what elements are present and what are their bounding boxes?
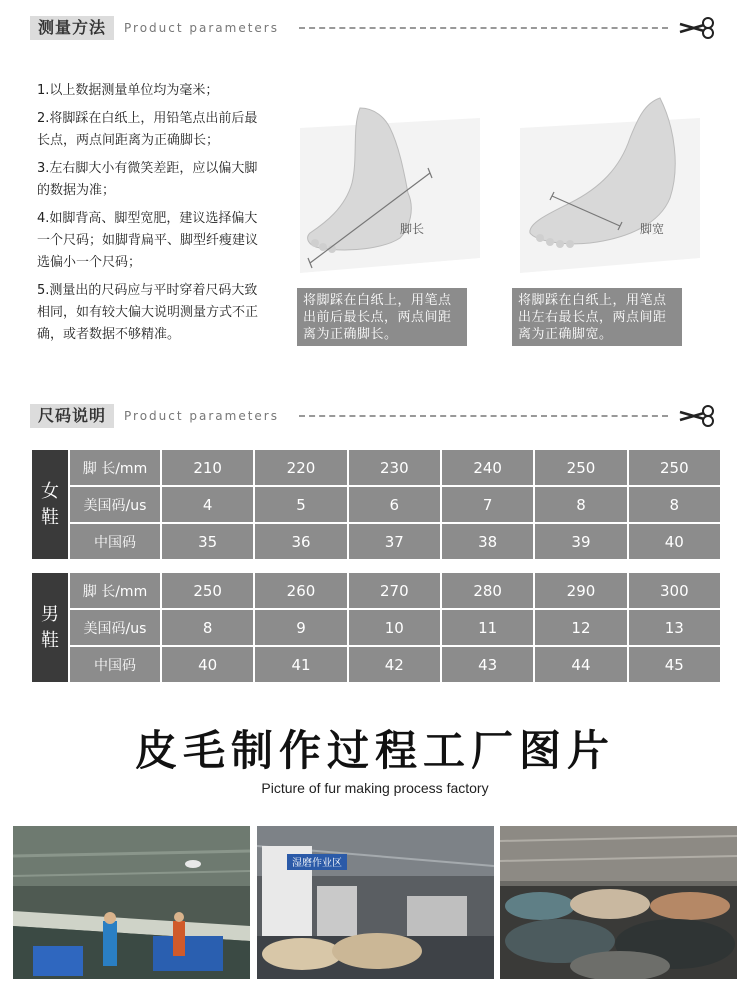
measure-section-header [30,15,720,41]
row-label: 中国码 [69,523,161,560]
row-label: 美国码/us [69,609,161,646]
women-label: 女 鞋 [31,449,69,560]
table-cell: 8 [161,609,254,646]
row-label: 脚 长/mm [69,449,161,486]
table-cell: 250 [161,572,254,609]
table-cell: 44 [534,646,627,683]
table-cell: 13 [628,609,721,646]
table-cell: 41 [254,646,347,683]
table-row [31,449,721,486]
men-size-table [30,571,722,684]
factory-photo-2 [257,826,494,979]
dashed-divider [299,27,668,29]
scissors-icon [678,16,720,40]
factory-title: 皮毛制作过程工厂图片 [134,726,615,775]
table-cell: 270 [348,572,441,609]
table-row [31,486,721,523]
instruction-item: 2.将脚踩在白纸上，用铅笔点出前后最长点，两点间距离为正确脚长； [37,111,258,148]
instruction-item: 4.如脚背高、脚型宽肥，建议选择偏大一个尺码；如脚背扁平、脚型纤瘦建议选偏小一个尺码； [37,211,259,270]
foot-side-icon [290,88,490,278]
foot-length-illustration [290,88,490,278]
table-row [31,572,721,609]
table-cell: 280 [441,572,534,609]
table-cell: 240 [441,449,534,486]
table-row [31,609,721,646]
foot-width-illustration [510,88,710,278]
table-cell: 230 [348,449,441,486]
table-cell: 12 [534,609,627,646]
measure-section-subtitle: Product parameters [124,21,279,35]
table-row [31,646,721,683]
factory-photo-1 [13,826,250,979]
table-cell: 250 [628,449,721,486]
men-label: 男 鞋 [31,572,69,683]
table-cell: 6 [348,486,441,523]
table-cell: 260 [254,572,347,609]
table-cell: 40 [161,646,254,683]
dashed-divider [299,415,668,417]
table-cell: 8 [628,486,721,523]
scissors-icon [678,404,720,428]
instruction-item: 1.以上数据测量单位均为毫米； [37,83,219,98]
table-cell: 4 [161,486,254,523]
table-cell: 10 [348,609,441,646]
table-cell: 11 [441,609,534,646]
size-section-header [30,403,720,429]
foot-length-label: 脚长 [400,222,425,236]
table-cell: 36 [254,523,347,560]
table-cell: 38 [441,523,534,560]
instruction-item: 5.测量出的尺码应与平时穿着尺码大致相同，如有较大偏大说明测量方式不正确，或者数据不够精准。 [37,283,259,342]
table-cell: 35 [161,523,254,560]
row-label: 脚 长/mm [69,572,161,609]
row-label: 美国码/us [69,486,161,523]
factory-subtitle: Picture of fur making process factory [261,780,489,796]
table-cell: 290 [534,572,627,609]
row-label: 中国码 [69,646,161,683]
women-size-table [30,448,722,561]
factory-sign: 湿磨作业区 [292,858,342,869]
table-cell: 220 [254,449,347,486]
foot-width-caption: 将脚踩在白纸上，用笔点出左右最长点，两点间距离为正确脚宽。 [512,288,682,346]
instruction-item: 3.左右脚大小有微笑差距，应以偏大脚的数据为准； [37,161,258,198]
foot-width-label: 脚宽 [640,222,665,236]
table-cell: 40 [628,523,721,560]
factory-photo-3 [500,826,737,979]
table-cell: 5 [254,486,347,523]
table-cell: 37 [348,523,441,560]
foot-length-caption: 将脚踩在白纸上，用笔点出前后最长点，两点间距离为正确脚长。 [297,288,467,346]
table-cell: 210 [161,449,254,486]
foot-front-icon [510,88,710,278]
table-cell: 300 [628,572,721,609]
table-row [31,523,721,560]
measure-section-title: 测量方法 [30,16,114,40]
table-cell: 7 [441,486,534,523]
table-cell: 9 [254,609,347,646]
table-cell: 250 [534,449,627,486]
table-cell: 45 [628,646,721,683]
measure-instructions [37,80,267,352]
table-cell: 42 [348,646,441,683]
size-section-title: 尺码说明 [30,404,114,428]
table-cell: 43 [441,646,534,683]
table-cell: 8 [534,486,627,523]
table-cell: 39 [534,523,627,560]
size-section-subtitle: Product parameters [124,409,279,423]
